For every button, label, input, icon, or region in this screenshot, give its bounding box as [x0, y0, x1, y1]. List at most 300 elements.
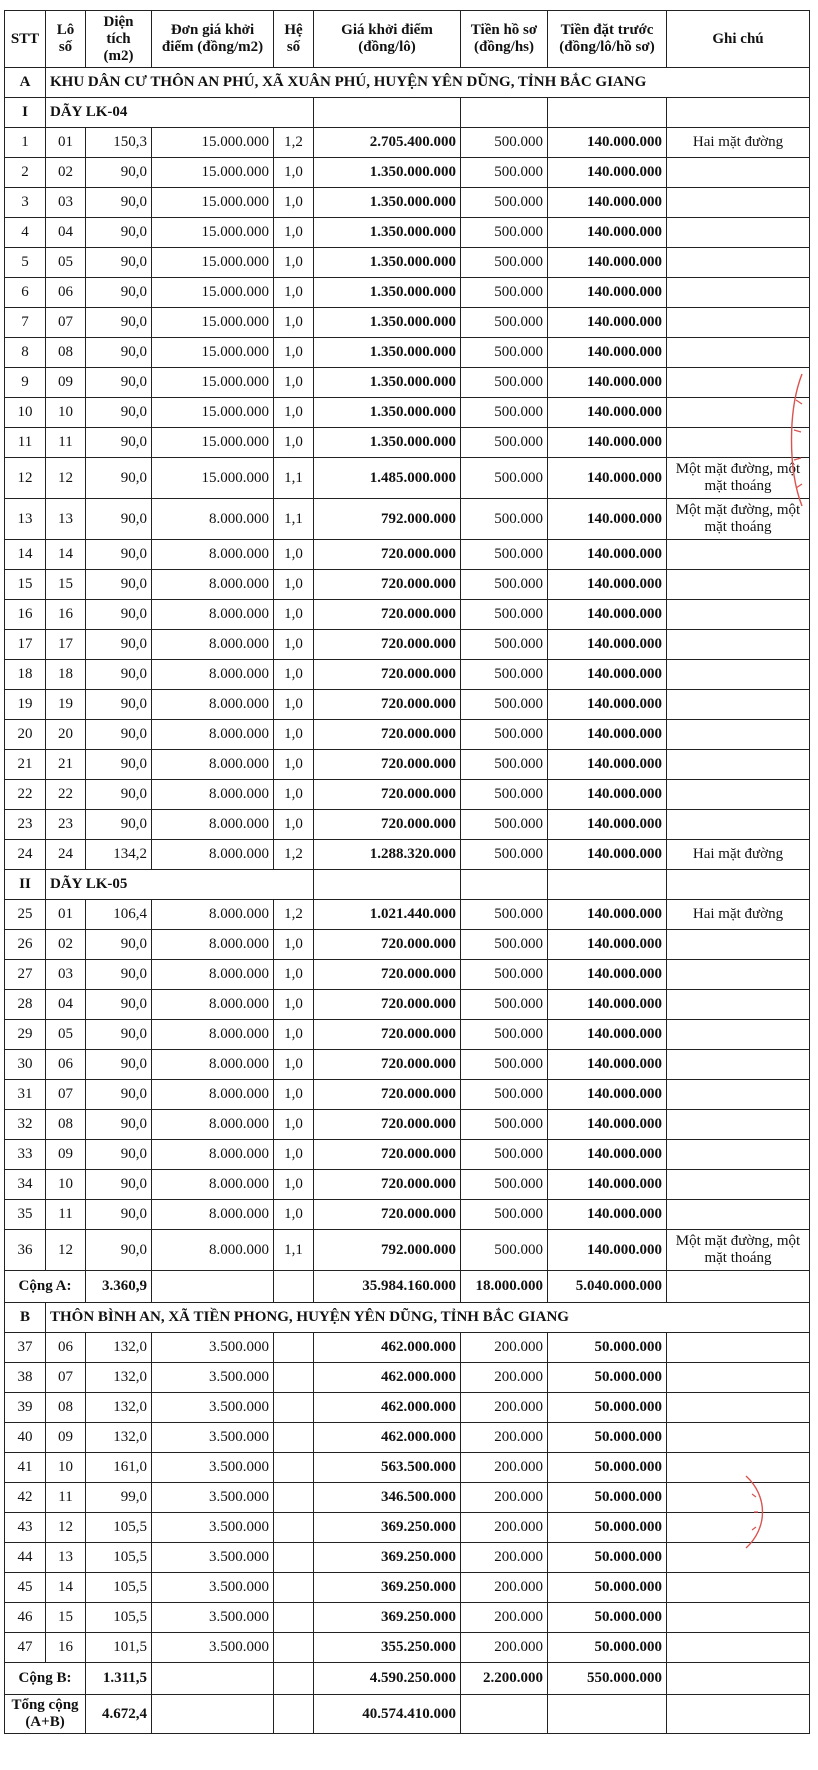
- cell-unit-price: 8.000.000: [152, 990, 274, 1020]
- cell-stt: 38: [5, 1363, 46, 1393]
- cell-stt: 32: [5, 1110, 46, 1140]
- cell-dossier-fee: 500.000: [461, 398, 548, 428]
- cell-dossier-fee: 200.000: [461, 1393, 548, 1423]
- cell-coefficient: 1,0: [274, 1200, 314, 1230]
- cell-stt: 31: [5, 1080, 46, 1110]
- cell-stt: 29: [5, 1020, 46, 1050]
- cell-starting-price: 1.350.000.000: [314, 188, 461, 218]
- cell-starting-price: 1.485.000.000: [314, 458, 461, 499]
- cell-starting-price: 1.021.440.000: [314, 900, 461, 930]
- cell-starting-price: 563.500.000: [314, 1453, 461, 1483]
- table-row: [5, 128, 810, 158]
- cell-lot: 15: [46, 1603, 86, 1633]
- table-row: [5, 428, 810, 458]
- cell-starting-price: 720.000.000: [314, 690, 461, 720]
- cell-lot: 04: [46, 218, 86, 248]
- cell-deposit: 140.000.000: [548, 600, 667, 630]
- cell-dossier-fee: 500.000: [461, 128, 548, 158]
- table-row: [5, 1633, 810, 1663]
- cell-stt: 34: [5, 1170, 46, 1200]
- cell-lot: 06: [46, 1050, 86, 1080]
- total-area: 1.311,5: [86, 1663, 152, 1695]
- cell-unit-price: 15.000.000: [152, 218, 274, 248]
- total-label: Cộng B:: [5, 1663, 86, 1695]
- cell-area: 90,0: [86, 690, 152, 720]
- cell-deposit: 140.000.000: [548, 1170, 667, 1200]
- header-stt: STT: [5, 11, 46, 68]
- cell-starting-price: 720.000.000: [314, 810, 461, 840]
- cell-stt: 21: [5, 750, 46, 780]
- cell-lot: 05: [46, 248, 86, 278]
- cell-coefficient: [274, 1543, 314, 1573]
- header-lot: Lô số: [46, 11, 86, 68]
- cell-stt: 23: [5, 810, 46, 840]
- cell-deposit: 50.000.000: [548, 1543, 667, 1573]
- cell-unit-price: 8.000.000: [152, 570, 274, 600]
- cell-coefficient: 1,0: [274, 248, 314, 278]
- cell-unit-price: 3.500.000: [152, 1483, 274, 1513]
- cell-stt: 7: [5, 308, 46, 338]
- cell-stt: 43: [5, 1513, 46, 1543]
- cell-lot: 03: [46, 188, 86, 218]
- table-row: [5, 1200, 810, 1230]
- header-dossier-fee: Tiền hồ sơ (đồng/hs): [461, 11, 548, 68]
- cell-note: [667, 1543, 810, 1573]
- cell-coefficient: [274, 1453, 314, 1483]
- cell-note: [667, 720, 810, 750]
- cell-coefficient: 1,0: [274, 398, 314, 428]
- cell-starting-price: 720.000.000: [314, 570, 461, 600]
- cell-stt: 24: [5, 840, 46, 870]
- cell-note: [667, 158, 810, 188]
- group-title: DÃY LK-05: [46, 870, 314, 900]
- cell-deposit: 50.000.000: [548, 1483, 667, 1513]
- cell-lot: 01: [46, 900, 86, 930]
- cell-note: [667, 248, 810, 278]
- table-row: [5, 720, 810, 750]
- cell-area: 90,0: [86, 990, 152, 1020]
- cell-unit-price: 15.000.000: [152, 248, 274, 278]
- cell-lot: 10: [46, 1453, 86, 1483]
- cell-deposit: 140.000.000: [548, 1050, 667, 1080]
- cell-area: 106,4: [86, 900, 152, 930]
- cell-stt: 20: [5, 720, 46, 750]
- cell-deposit: 140.000.000: [548, 1230, 667, 1271]
- table-row: [5, 188, 810, 218]
- table-row: [5, 1453, 810, 1483]
- cell-area: 90,0: [86, 1140, 152, 1170]
- cell-starting-price: 720.000.000: [314, 1080, 461, 1110]
- cell-note: [667, 990, 810, 1020]
- cell-coefficient: 1,0: [274, 1110, 314, 1140]
- table-row: [5, 1110, 810, 1140]
- cell-area: 90,0: [86, 1020, 152, 1050]
- cell-lot: 16: [46, 600, 86, 630]
- cell-dossier-fee: 500.000: [461, 368, 548, 398]
- cell-starting-price: 1.350.000.000: [314, 398, 461, 428]
- cell-coefficient: 1,0: [274, 930, 314, 960]
- cell-coefficient: 1,1: [274, 458, 314, 499]
- cell-deposit: 140.000.000: [548, 750, 667, 780]
- cell-note: [667, 188, 810, 218]
- cell-starting-price: 1.350.000.000: [314, 308, 461, 338]
- section-title: THÔN BÌNH AN, XÃ TIỀN PHONG, HUYỆN YÊN DŨNG, TỈNH BẮC GIANG: [46, 1303, 810, 1333]
- cell-area: 90,0: [86, 338, 152, 368]
- cell-coefficient: 1,0: [274, 750, 314, 780]
- cell-note: [667, 338, 810, 368]
- table-row: [5, 750, 810, 780]
- cell-coefficient: 1,0: [274, 1140, 314, 1170]
- cell-area: 90,0: [86, 188, 152, 218]
- empty-cell: [314, 98, 461, 128]
- cell-deposit: 140.000.000: [548, 368, 667, 398]
- cell-note: [667, 810, 810, 840]
- total-starting-price: 40.574.410.000: [314, 1695, 461, 1734]
- cell-stt: 47: [5, 1633, 46, 1663]
- cell-note: [667, 308, 810, 338]
- cell-area: 90,0: [86, 1170, 152, 1200]
- table-row: [5, 499, 810, 540]
- cell-stt: 44: [5, 1543, 46, 1573]
- cell-deposit: 140.000.000: [548, 1020, 667, 1050]
- cell-unit-price: 15.000.000: [152, 398, 274, 428]
- cell-dossier-fee: 500.000: [461, 840, 548, 870]
- cell-coefficient: 1,0: [274, 660, 314, 690]
- empty-cell: [152, 1695, 274, 1734]
- cell-starting-price: 720.000.000: [314, 930, 461, 960]
- cell-starting-price: 720.000.000: [314, 1050, 461, 1080]
- cell-note: [667, 960, 810, 990]
- table-row: [5, 1603, 810, 1633]
- cell-unit-price: 8.000.000: [152, 1140, 274, 1170]
- cell-lot: 06: [46, 278, 86, 308]
- cell-area: 90,0: [86, 660, 152, 690]
- empty-cell: [274, 1271, 314, 1303]
- cell-coefficient: 1,0: [274, 690, 314, 720]
- cell-unit-price: 3.500.000: [152, 1423, 274, 1453]
- cell-deposit: 140.000.000: [548, 720, 667, 750]
- cell-lot: 15: [46, 570, 86, 600]
- cell-coefficient: [274, 1393, 314, 1423]
- auction-price-table: [4, 10, 810, 1734]
- table-row: [5, 630, 810, 660]
- cell-starting-price: 720.000.000: [314, 600, 461, 630]
- cell-unit-price: 8.000.000: [152, 1170, 274, 1200]
- cell-dossier-fee: 500.000: [461, 990, 548, 1020]
- header-starting-price: Giá khởi điểm (đồng/lô): [314, 11, 461, 68]
- cell-area: 90,0: [86, 428, 152, 458]
- cell-area: 90,0: [86, 1080, 152, 1110]
- cell-unit-price: 3.500.000: [152, 1543, 274, 1573]
- cell-area: 90,0: [86, 600, 152, 630]
- section-code: B: [5, 1303, 46, 1333]
- cell-area: 90,0: [86, 930, 152, 960]
- group-1-row: [5, 98, 810, 128]
- cell-deposit: 140.000.000: [548, 1110, 667, 1140]
- cell-note: [667, 1110, 810, 1140]
- cell-deposit: 140.000.000: [548, 428, 667, 458]
- cell-stt: 12: [5, 458, 46, 499]
- cell-area: 90,0: [86, 1110, 152, 1140]
- cell-coefficient: 1,0: [274, 990, 314, 1020]
- cell-stt: 37: [5, 1333, 46, 1363]
- cell-dossier-fee: 200.000: [461, 1363, 548, 1393]
- cell-coefficient: 1,0: [274, 158, 314, 188]
- cell-deposit: 140.000.000: [548, 398, 667, 428]
- cell-coefficient: 1,0: [274, 218, 314, 248]
- header-coefficient: Hệ số: [274, 11, 314, 68]
- cell-note: Hai mặt đường: [667, 840, 810, 870]
- cell-lot: 07: [46, 1080, 86, 1110]
- cell-note: Hai mặt đường: [667, 128, 810, 158]
- cell-starting-price: 462.000.000: [314, 1333, 461, 1363]
- cell-stt: 19: [5, 690, 46, 720]
- table-row: [5, 308, 810, 338]
- cell-starting-price: 720.000.000: [314, 720, 461, 750]
- section-code: A: [5, 68, 46, 98]
- cell-area: 90,0: [86, 158, 152, 188]
- cell-lot: 12: [46, 1513, 86, 1543]
- cell-note: [667, 278, 810, 308]
- table-row: [5, 338, 810, 368]
- cell-area: 90,0: [86, 248, 152, 278]
- cell-stt: 33: [5, 1140, 46, 1170]
- cell-lot: 07: [46, 308, 86, 338]
- cell-lot: 05: [46, 1020, 86, 1050]
- cell-coefficient: 1,0: [274, 540, 314, 570]
- cell-note: [667, 540, 810, 570]
- cell-unit-price: 15.000.000: [152, 188, 274, 218]
- cell-dossier-fee: 500.000: [461, 278, 548, 308]
- table-row: [5, 248, 810, 278]
- cell-lot: 08: [46, 1393, 86, 1423]
- cell-area: 105,5: [86, 1603, 152, 1633]
- cell-deposit: 140.000.000: [548, 930, 667, 960]
- cell-deposit: 140.000.000: [548, 458, 667, 499]
- cell-area: 90,0: [86, 278, 152, 308]
- cell-area: 90,0: [86, 960, 152, 990]
- cell-unit-price: 15.000.000: [152, 428, 274, 458]
- cell-deposit: 140.000.000: [548, 248, 667, 278]
- cell-dossier-fee: 500.000: [461, 630, 548, 660]
- cell-starting-price: 2.705.400.000: [314, 128, 461, 158]
- table-row: [5, 1170, 810, 1200]
- cell-starting-price: 720.000.000: [314, 630, 461, 660]
- cell-area: 90,0: [86, 398, 152, 428]
- cell-lot: 12: [46, 458, 86, 499]
- cell-starting-price: 720.000.000: [314, 1170, 461, 1200]
- cell-note: [667, 1080, 810, 1110]
- table-row: [5, 1230, 810, 1271]
- cell-lot: 22: [46, 780, 86, 810]
- table-row: [5, 1020, 810, 1050]
- cell-unit-price: 15.000.000: [152, 278, 274, 308]
- empty-cell: [314, 870, 461, 900]
- cell-note: [667, 1573, 810, 1603]
- cell-note: [667, 1200, 810, 1230]
- empty-cell: [667, 98, 810, 128]
- table-row: [5, 1423, 810, 1453]
- cell-lot: 11: [46, 1483, 86, 1513]
- cell-deposit: 140.000.000: [548, 218, 667, 248]
- table-row: [5, 690, 810, 720]
- cell-dossier-fee: 500.000: [461, 600, 548, 630]
- empty-cell: [461, 870, 548, 900]
- cell-deposit: 140.000.000: [548, 499, 667, 540]
- table-row: [5, 810, 810, 840]
- cell-note: Một mặt đường, một mặt thoáng: [667, 499, 810, 540]
- cell-unit-price: 3.500.000: [152, 1573, 274, 1603]
- cell-unit-price: 3.500.000: [152, 1363, 274, 1393]
- table-row: [5, 930, 810, 960]
- table-row: [5, 540, 810, 570]
- cell-lot: 20: [46, 720, 86, 750]
- table-row: [5, 1050, 810, 1080]
- cell-note: [667, 1603, 810, 1633]
- empty-cell: [548, 870, 667, 900]
- cell-area: 132,0: [86, 1423, 152, 1453]
- cell-starting-price: 720.000.000: [314, 780, 461, 810]
- cell-starting-price: 792.000.000: [314, 1230, 461, 1271]
- cell-unit-price: 3.500.000: [152, 1603, 274, 1633]
- cell-note: [667, 1393, 810, 1423]
- cell-starting-price: 1.350.000.000: [314, 218, 461, 248]
- cell-note: [667, 600, 810, 630]
- total-area: 3.360,9: [86, 1271, 152, 1303]
- cell-dossier-fee: 500.000: [461, 458, 548, 499]
- table-row: [5, 990, 810, 1020]
- cell-starting-price: 720.000.000: [314, 750, 461, 780]
- cell-area: 90,0: [86, 810, 152, 840]
- cell-deposit: 140.000.000: [548, 960, 667, 990]
- cell-coefficient: 1,0: [274, 720, 314, 750]
- cell-area: 105,5: [86, 1543, 152, 1573]
- empty-cell: [152, 1663, 274, 1695]
- cell-deposit: 140.000.000: [548, 338, 667, 368]
- cell-note: [667, 660, 810, 690]
- cell-unit-price: 8.000.000: [152, 1020, 274, 1050]
- cell-coefficient: [274, 1483, 314, 1513]
- cell-starting-price: 1.288.320.000: [314, 840, 461, 870]
- cell-stt: 14: [5, 540, 46, 570]
- cell-stt: 2: [5, 158, 46, 188]
- cell-unit-price: 15.000.000: [152, 338, 274, 368]
- cell-stt: 9: [5, 368, 46, 398]
- cell-deposit: 50.000.000: [548, 1453, 667, 1483]
- cell-coefficient: 1,2: [274, 900, 314, 930]
- cell-stt: 11: [5, 428, 46, 458]
- cell-dossier-fee: 200.000: [461, 1513, 548, 1543]
- cell-coefficient: [274, 1333, 314, 1363]
- auction-price-table-sheet: [4, 10, 809, 1734]
- cell-unit-price: 8.000.000: [152, 900, 274, 930]
- cell-area: 132,0: [86, 1363, 152, 1393]
- cell-note: [667, 368, 810, 398]
- cell-lot: 18: [46, 660, 86, 690]
- cell-starting-price: 369.250.000: [314, 1603, 461, 1633]
- total-dossier-fee: [461, 1695, 548, 1734]
- cell-area: 90,0: [86, 458, 152, 499]
- cell-coefficient: 1,0: [274, 810, 314, 840]
- table-row: [5, 368, 810, 398]
- cell-dossier-fee: 200.000: [461, 1333, 548, 1363]
- total-b-row: [5, 1663, 810, 1695]
- cell-deposit: 140.000.000: [548, 540, 667, 570]
- cell-lot: 14: [46, 540, 86, 570]
- empty-cell: [274, 1663, 314, 1695]
- section-title: KHU DÂN CƯ THÔN AN PHÚ, XÃ XUÂN PHÚ, HUYỆN YÊN DŨNG, TỈNH BẮC GIANG: [46, 68, 810, 98]
- cell-stt: 4: [5, 218, 46, 248]
- cell-coefficient: 1,0: [274, 338, 314, 368]
- cell-unit-price: 8.000.000: [152, 600, 274, 630]
- table-row: [5, 780, 810, 810]
- table-row: [5, 1483, 810, 1513]
- cell-dossier-fee: 500.000: [461, 499, 548, 540]
- cell-unit-price: 15.000.000: [152, 308, 274, 338]
- cell-stt: 5: [5, 248, 46, 278]
- cell-area: 99,0: [86, 1483, 152, 1513]
- cell-deposit: 140.000.000: [548, 1140, 667, 1170]
- cell-dossier-fee: 500.000: [461, 1020, 548, 1050]
- cell-stt: 25: [5, 900, 46, 930]
- cell-note: [667, 1513, 810, 1543]
- header-area: Diện tích (m2): [86, 11, 152, 68]
- cell-unit-price: 3.500.000: [152, 1453, 274, 1483]
- cell-area: 105,5: [86, 1573, 152, 1603]
- cell-lot: 01: [46, 128, 86, 158]
- cell-deposit: 140.000.000: [548, 690, 667, 720]
- cell-dossier-fee: 200.000: [461, 1573, 548, 1603]
- cell-stt: 30: [5, 1050, 46, 1080]
- table-row: [5, 1080, 810, 1110]
- table-row: [5, 1393, 810, 1423]
- table-row: [5, 218, 810, 248]
- cell-unit-price: 8.000.000: [152, 960, 274, 990]
- cell-dossier-fee: 200.000: [461, 1603, 548, 1633]
- cell-lot: 13: [46, 1543, 86, 1573]
- cell-lot: 12: [46, 1230, 86, 1271]
- cell-deposit: 140.000.000: [548, 900, 667, 930]
- cell-deposit: 50.000.000: [548, 1333, 667, 1363]
- cell-dossier-fee: 500.000: [461, 188, 548, 218]
- cell-dossier-fee: 500.000: [461, 750, 548, 780]
- table-row: [5, 600, 810, 630]
- cell-coefficient: 1,2: [274, 128, 314, 158]
- cell-dossier-fee: 500.000: [461, 1140, 548, 1170]
- cell-stt: 3: [5, 188, 46, 218]
- total-deposit: 550.000.000: [548, 1663, 667, 1695]
- cell-area: 90,0: [86, 570, 152, 600]
- cell-stt: 6: [5, 278, 46, 308]
- total-starting-price: 4.590.250.000: [314, 1663, 461, 1695]
- cell-stt: 42: [5, 1483, 46, 1513]
- cell-area: 161,0: [86, 1453, 152, 1483]
- cell-dossier-fee: 500.000: [461, 1050, 548, 1080]
- cell-lot: 13: [46, 499, 86, 540]
- cell-deposit: 140.000.000: [548, 308, 667, 338]
- cell-coefficient: 1,0: [274, 1080, 314, 1110]
- table-row: [5, 398, 810, 428]
- cell-stt: 16: [5, 600, 46, 630]
- cell-lot: 19: [46, 690, 86, 720]
- total-a-row: [5, 1271, 810, 1303]
- total-dossier-fee: 18.000.000: [461, 1271, 548, 1303]
- cell-stt: 40: [5, 1423, 46, 1453]
- empty-cell: [461, 98, 548, 128]
- cell-deposit: 140.000.000: [548, 128, 667, 158]
- cell-starting-price: 462.000.000: [314, 1423, 461, 1453]
- cell-unit-price: 8.000.000: [152, 1200, 274, 1230]
